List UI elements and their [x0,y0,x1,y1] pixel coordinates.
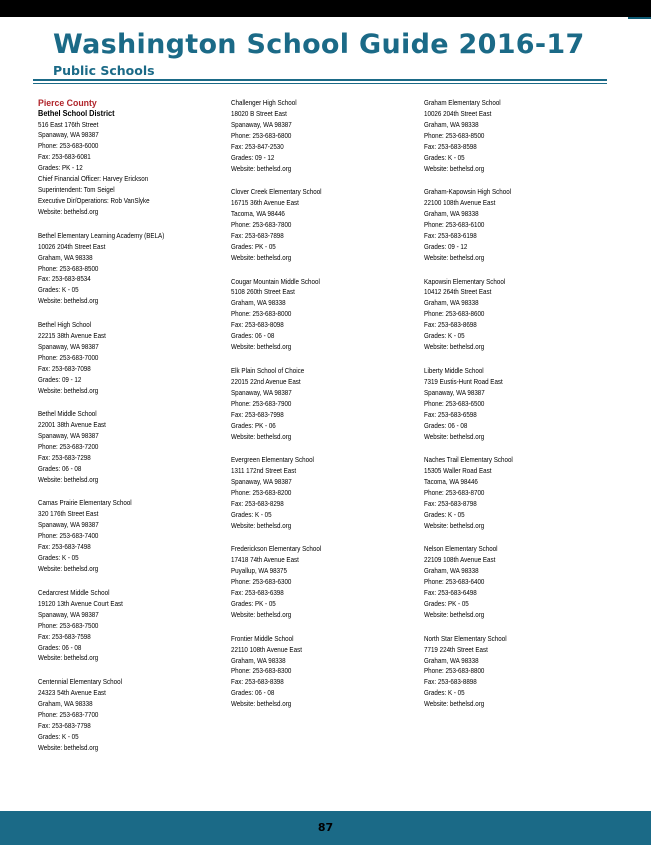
school-detail-line: Website: bethelsd.org [424,700,485,709]
school-entry [38,320,218,397]
school-detail-line: 22110 108th Avenue East [231,645,302,654]
school-detail-line: Website: bethelsd.org [424,432,485,441]
school-detail-line: Grades: PK - 05 [231,600,276,609]
school-detail-line: Website: bethelsd.org [38,475,99,484]
school-detail-line: 10026 204th Street East [424,109,492,118]
school-detail-line: Phone: 253-683-7900 [231,399,292,408]
school-detail-line: Spanaway, WA 98387 [38,610,99,619]
school-name: Bethel Middle School [38,410,97,419]
school-name: Centennial Elementary School [38,678,122,686]
school-entry [424,455,604,532]
school-detail-line: Fax: 253-683-8098 [231,321,284,330]
school-detail-line: Tacoma, WA 98446 [231,210,285,219]
school-detail-line: Fax: 253-683-7498 [38,543,91,552]
school-detail-line: Fax: 253-683-6598 [424,410,477,419]
column-3 [424,98,604,723]
school-entry [424,366,604,443]
district-detail-line: Executive Dir/Operations: Rob VanSlyke [38,197,150,206]
school-detail-line: Phone: 253-683-8000 [231,310,292,319]
school-detail-line: Phone: 253-683-6800 [231,131,292,140]
district-detail-line: Chief Financial Officer: Harvey Erickson [38,175,149,184]
school-detail-line: Puyallup, WA 98375 [231,567,287,576]
district-name: Bethel School District [38,109,115,118]
school-detail-line: Spanaway, WA 98387 [38,432,99,441]
school-entry [424,634,604,711]
school-detail-line: Fax: 253-683-7098 [38,364,91,373]
school-name: Graham Elementary School [424,99,501,107]
school-detail-line: Fax: 253-683-8298 [231,499,284,508]
school-detail-line: Graham, WA 98338 [424,567,479,576]
school-detail-line: Fax: 253-683-6498 [424,589,477,598]
school-detail-line: 5108 260th Street East [231,288,295,297]
school-detail-line: Website: bethelsd.org [424,164,485,173]
school-detail-line: Phone: 253-683-6500 [424,399,485,408]
school-name: Frederickson Elementary School [231,545,322,554]
school-detail-line: Website: bethelsd.org [424,253,485,262]
school-detail-line: Website: bethelsd.org [231,521,292,530]
school-name: Cougar Mountain Middle School [231,277,320,286]
school-detail-line: Fax: 253-683-7598 [38,632,91,641]
school-entry [231,634,411,711]
school-detail-line: Fax: 253-683-7298 [38,454,91,463]
school-detail-line: Graham, WA 98338 [424,120,479,129]
school-detail-line: Phone: 253-683-8500 [424,131,485,140]
school-detail-line: Spanaway, WA 98387 [231,388,292,397]
school-name: Frontier Middle School [231,634,294,643]
school-detail-line: Grades: K - 05 [424,689,465,698]
district-detail-line: Spanaway, WA 98387 [38,131,99,140]
school-detail-line: Spanaway, WA 98387 [424,388,485,397]
school-detail-line: Fax: 253-847-2530 [231,142,284,151]
header-rule-thin [33,83,607,84]
school-detail-line: Grades: 09 - 12 [424,243,468,252]
school-detail-line: Phone: 253-683-8300 [231,667,292,676]
school-detail-line: Phone: 253-683-8800 [424,667,485,676]
school-name: Kapowsin Elementary School [424,277,506,286]
column-2 [231,98,411,723]
district-entry [38,109,218,218]
school-detail-line: Grades: K - 05 [424,153,465,162]
school-detail-line: Phone: 253-683-7700 [38,710,99,719]
school-detail-line: 22109 108th Avenue East [424,556,496,565]
school-entry [424,277,604,354]
school-detail-line: Website: bethelsd.org [231,253,292,262]
school-detail-line: Website: bethelsd.org [38,297,99,306]
school-entry [38,409,218,486]
school-detail-line: Fax: 253-683-8698 [424,321,477,330]
school-name: Naches Trail Elementary School [424,456,513,465]
school-name: Nelson Elementary School [424,545,498,554]
school-entry [231,98,411,175]
school-detail-line: Graham, WA 98338 [424,299,479,308]
school-detail-line: Grades: PK - 05 [424,600,469,609]
school-detail-line: 22001 38th Avenue East [38,421,106,430]
school-detail-line: Grades: K - 05 [38,554,79,563]
school-detail-line: Fax: 253-683-6398 [231,589,284,598]
school-detail-line: 7319 Eustis-Hunt Road East [424,377,503,386]
school-detail-line: 15305 Waller Road East [424,467,492,476]
school-detail-line: Grades: K - 05 [424,510,465,519]
school-name: Evergreen Elementary School [231,456,314,465]
page-title: Washington School Guide 2016-17 [53,29,585,60]
school-detail-line: 1311 172nd Street East [231,467,297,476]
school-detail-line: Graham, WA 98338 [424,656,479,665]
county-heading: Pierce County [38,98,97,109]
school-name: Cedarcrest Middle School [38,588,110,597]
school-name: Camas Prairie Elementary School [38,499,132,508]
school-name: Liberty Middle School [424,366,484,375]
school-detail-line: 16715 36th Avenue East [231,199,299,208]
school-detail-line: Grades: 09 - 12 [38,375,82,384]
school-entry [231,544,411,621]
school-detail-line: Phone: 253-683-7000 [38,353,99,362]
school-name: Challenger High School [231,99,297,107]
school-detail-line: Phone: 253-683-7400 [38,532,99,541]
school-detail-line: Grades: 06 - 08 [231,689,275,698]
school-detail-line: Fax: 253-683-8598 [424,142,477,151]
school-detail-line: Fax: 253-683-8398 [231,678,284,687]
district-lines [38,120,218,219]
school-detail-line: 22215 38th Avenue East [38,331,106,340]
school-detail-line: Grades: 06 - 08 [231,332,275,341]
school-detail-line: Website: bethelsd.org [424,521,485,530]
school-detail-line: Website: bethelsd.org [38,386,99,395]
column-1 [38,98,218,766]
district-detail-line: Fax: 253-683-6081 [38,153,91,162]
district-detail-line: Grades: PK - 12 [38,164,83,173]
school-detail-line: Phone: 253-683-7200 [38,443,99,452]
school-detail-line: Grades: K - 05 [38,732,79,741]
school-detail-line: Website: bethelsd.org [424,343,485,352]
school-detail-line: Fax: 253-683-8798 [424,499,477,508]
school-detail-line: Phone: 253-683-8500 [38,264,99,273]
school-detail-line: Website: bethelsd.org [38,654,99,663]
school-detail-line: Grades: PK - 05 [231,243,276,252]
school-detail-line: Grades: 09 - 12 [231,153,275,162]
district-detail-line: Superintendent: Tom Seigel [38,186,115,195]
district-detail-line: 516 East 176th Street [38,120,99,129]
school-detail-line: Phone: 253-683-6300 [231,578,292,587]
page-subtitle: Public Schools [53,63,155,78]
school-detail-line: Grades: K - 05 [424,332,465,341]
district-detail-line: Website: bethelsd.org [38,208,99,217]
school-entry [38,588,218,665]
school-detail-line: Website: bethelsd.org [424,611,485,620]
school-name: Bethel High School [38,320,92,329]
school-detail-line: Grades: K - 05 [231,510,272,519]
school-detail-line: Phone: 253-683-6400 [424,578,485,587]
school-detail-line: 17418 74th Avenue East [231,556,299,565]
school-detail-line: Fax: 253-683-7798 [38,721,91,730]
school-detail-line: Website: bethelsd.org [38,743,99,752]
header-rule-thick [33,79,607,81]
school-entry [231,277,411,354]
school-detail-line: Website: bethelsd.org [38,565,99,574]
school-name: Clover Creek Elementary School [231,188,322,197]
column-1-schools [38,231,218,754]
school-detail-line: 10412 264th Street East [424,288,492,297]
school-detail-line: Website: bethelsd.org [231,432,292,441]
school-detail-line: Website: bethelsd.org [231,343,292,352]
school-detail-line: 10026 204th Street East [38,242,106,251]
school-detail-line: 22015 22nd Avenue East [231,377,301,386]
school-detail-line: Fax: 253-683-7898 [231,232,284,241]
school-detail-line: Graham, WA 98338 [231,656,286,665]
school-detail-line: Spanaway, WA 98387 [38,342,99,351]
school-detail-line: Website: bethelsd.org [231,611,292,620]
school-detail-line: Fax: 253-683-8898 [424,678,477,687]
school-detail-line: Phone: 253-683-8600 [424,310,485,319]
school-name: Bethel Elementary Learning Academy (BELA) [38,231,165,240]
corner-accent [628,17,651,19]
school-entry [231,455,411,532]
school-detail-line: 7719 224th Street East [424,645,488,654]
school-detail-line: Grades: K - 05 [38,286,79,295]
school-detail-line: Website: bethelsd.org [231,164,292,173]
school-detail-line: 22100 108th Avenue East [424,199,496,208]
school-entry [38,231,218,308]
school-detail-line: Fax: 253-683-7998 [231,410,284,419]
school-entry [231,366,411,443]
column-2-schools [231,98,411,710]
school-entry [38,677,218,754]
school-entry [38,498,218,575]
school-detail-line: Phone: 253-683-6100 [424,221,485,230]
school-detail-line: Graham, WA 98338 [38,253,93,262]
school-detail-line: Graham, WA 98338 [38,699,93,708]
school-detail-line: 320 176th Street East [38,510,99,519]
top-bar [0,0,651,17]
school-entry [424,187,604,264]
school-detail-line: Grades: 06 - 08 [38,643,82,652]
school-detail-line: Website: bethelsd.org [231,700,292,709]
school-detail-line: Graham, WA 98338 [231,299,286,308]
school-detail-line: Phone: 253-683-7800 [231,221,292,230]
school-detail-line: Spanaway, WA 98387 [38,521,99,530]
school-detail-line: Grades: PK - 06 [231,421,276,430]
column-3-schools [424,98,604,710]
school-entry [424,98,604,175]
school-entry [424,544,604,621]
school-detail-line: Fax: 253-683-8534 [38,275,91,284]
school-detail-line: Phone: 253-683-7500 [38,621,99,630]
school-detail-line: Spanaway, WA 98387 [231,477,292,486]
school-detail-line: Fax: 253-683-6198 [424,232,477,241]
school-detail-line: 18020 B Street East [231,109,287,118]
school-detail-line: Phone: 253-683-8200 [231,488,292,497]
school-detail-line: Phone: 253-683-8700 [424,488,485,497]
school-name: Graham-Kapowsin High School [424,188,512,197]
page-number: 87 [317,821,334,834]
school-detail-line: Grades: 06 - 08 [424,421,468,430]
school-detail-line: 19120 13th Avenue Court East [38,599,123,608]
school-name: North Star Elementary School [424,634,507,643]
school-detail-line: 24323 54th Avenue East [38,688,106,697]
school-entry [231,187,411,264]
school-detail-line: Grades: 06 - 08 [38,464,82,473]
district-detail-line: Phone: 253-683-6000 [38,142,99,151]
school-detail-line: Tacoma, WA 98446 [424,477,478,486]
school-name: Elk Plain School of Choice [231,366,305,375]
school-detail-line: Graham, WA 98338 [424,210,479,219]
school-detail-line: Spanaway, WA 98387 [231,120,292,129]
